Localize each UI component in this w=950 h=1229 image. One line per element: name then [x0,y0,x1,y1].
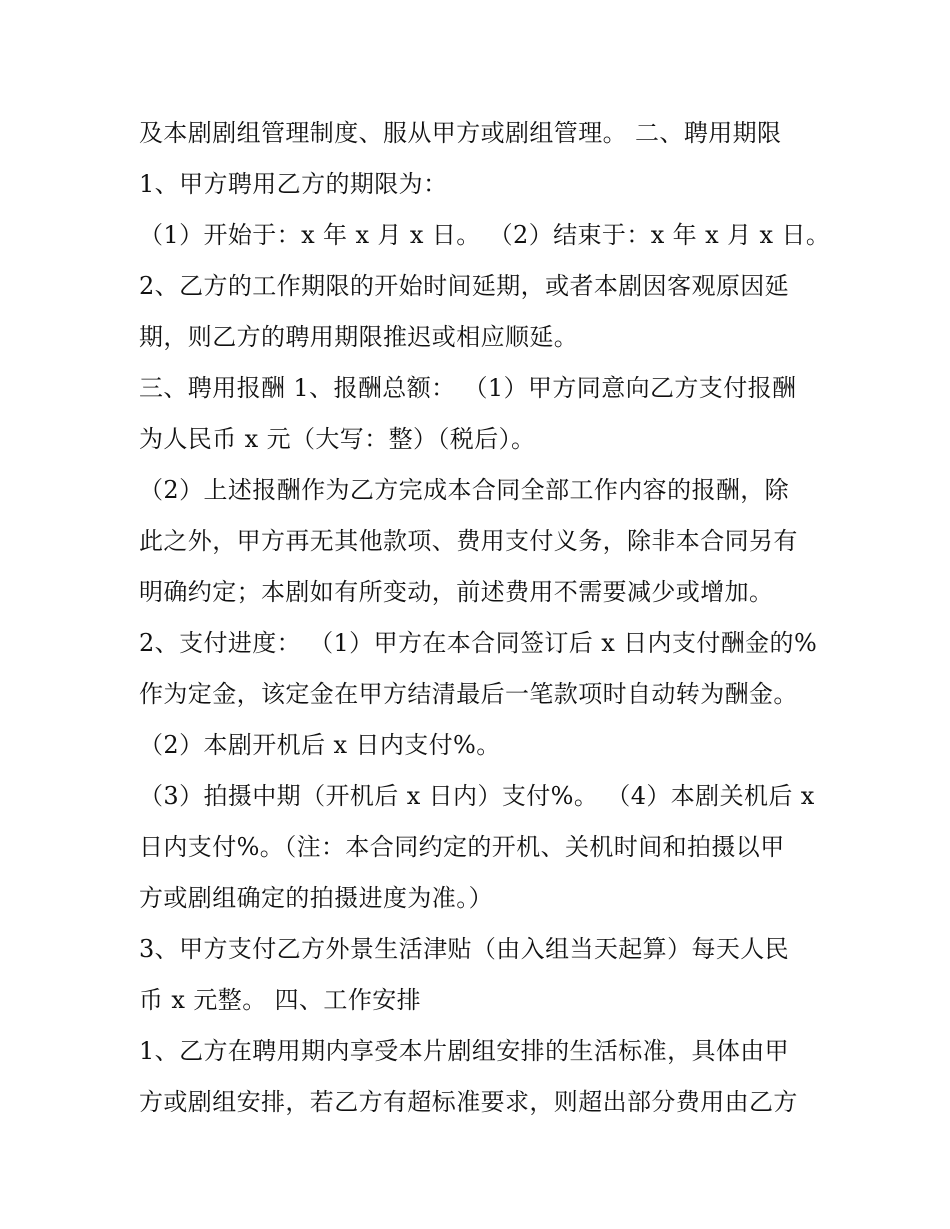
text-line: 期，则乙方的聘用期限推迟或相应顺延。 [139,323,579,351]
text-line: （2）上述报酬作为乙方完成本合同全部工作内容的报酬，除 [139,476,790,504]
text-line: （3）拍摄中期（开机后 x 日内）支付%。 （4）本剧关机后 x [139,782,815,810]
text-line: 3、甲方支付乙方外景生活津贴（由入组当天起算）每天人民 [139,935,790,963]
text-line: 此之外，甲方再无其他款项、费用支付义务，除非本合同另有 [139,527,798,555]
text-line: 1、乙方在聘用期内享受本片剧组安排的生活标准，具体由甲 [139,1037,790,1065]
document-body [139,108,829,1128]
text-line: 2、支付进度： （1）甲方在本合同签订后 x 日内支付酬金的% [139,629,818,657]
text-line: 为人民币 x 元（大写：整）（税后）。 [139,425,536,453]
text-line: 日内支付%。（注：本合同约定的开机、关机时间和拍摄以甲 [139,833,785,861]
text-line: 方或剧组确定的拍摄进度为准。） [139,884,493,912]
text-line: 2、乙方的工作期限的开始时间延期，或者本剧因客观原因延 [139,272,790,300]
text-line: 币 x 元整。 四、工作安排 [139,986,422,1014]
text-line: 三、聘用报酬 1、报酬总额： （1）甲方同意向乙方支付报酬 [139,374,797,402]
text-line: 方或剧组安排，若乙方有超标准要求，则超出部分费用由乙方 [139,1088,798,1116]
text-line: 及本剧剧组管理制度、服从甲方或剧组管理。 二、聘用期限 [139,119,782,147]
text-line: 1、甲方聘用乙方的期限为： [139,170,448,198]
text-line: （1）开始于：x 年 x 月 x 日。 （2）结束于：x 年 x 月 x 日。 [139,221,831,249]
text-line: 明确约定；本剧如有所变动，前述费用不需要减少或增加。 [139,578,774,606]
text-line: （2）本剧开机后 x 日内支付%。 [139,731,501,759]
text-line: 作为定金，该定金在甲方结清最后一笔款项时自动转为酬金。 [139,680,798,708]
